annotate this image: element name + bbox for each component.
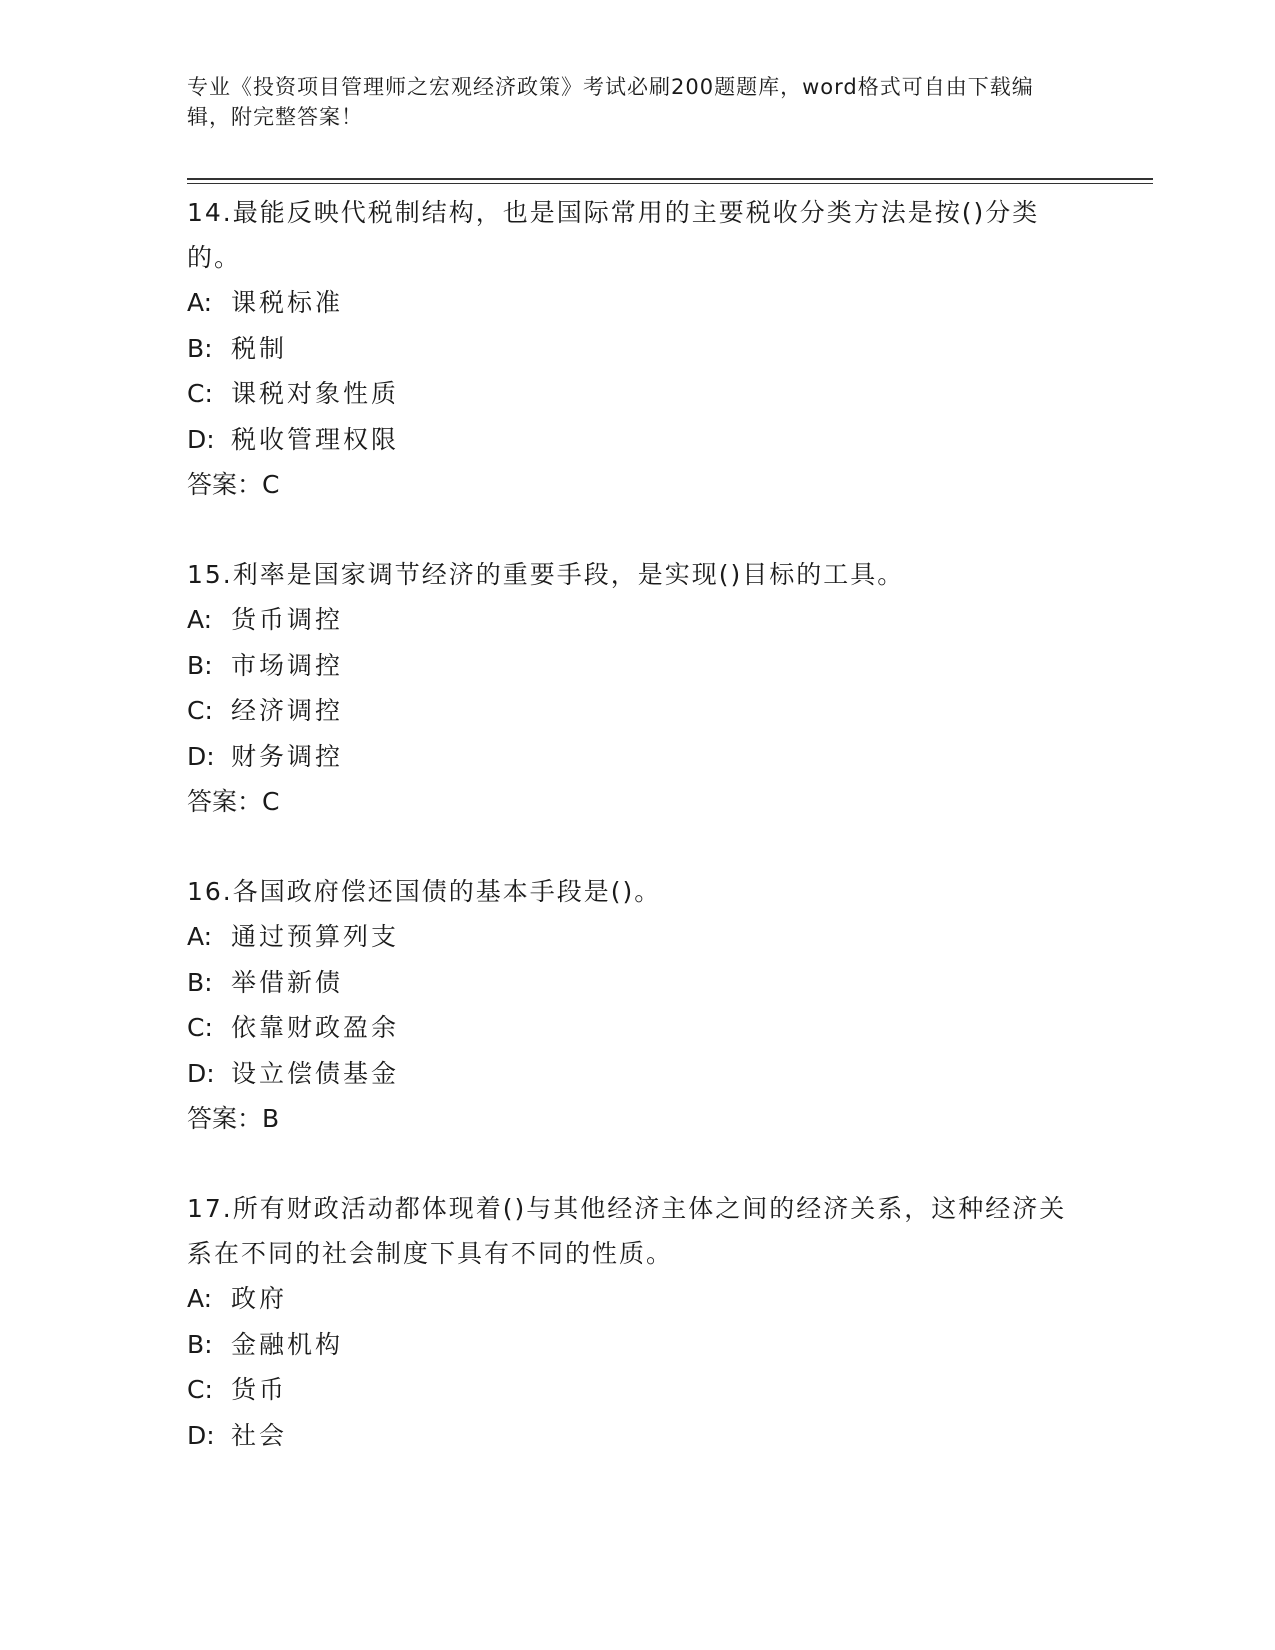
option-letter: A: <box>187 922 213 951</box>
question-stem: 14.最能反映代税制结构，也是国际常用的主要税收分类方法是按()分类的。 <box>187 198 1040 272</box>
option-d <box>187 1413 1087 1459</box>
option-text: 经济调控 <box>231 696 344 725</box>
option-letter: D: <box>187 1058 215 1088</box>
option-b <box>187 960 1087 1006</box>
question-14 <box>187 190 1087 507</box>
answer: 答案：B <box>187 1104 280 1133</box>
header-text: 专业《投资项目管理师之宏观经济政策》考试必刷200题题库，word格式可自由下载编辑，附完整答案！ <box>187 75 1034 129</box>
option-text: 金融机构 <box>231 1329 344 1359</box>
option-b <box>187 643 1087 689</box>
option-letter: B: <box>187 1329 213 1359</box>
option-a <box>187 914 1087 960</box>
option-text: 通过预算列支 <box>231 922 400 951</box>
option-letter: C: <box>187 696 213 725</box>
option-text: 举借新债 <box>231 967 344 997</box>
option-text: 课税标准 <box>231 288 344 317</box>
option-c <box>187 371 1087 417</box>
document-header <box>187 72 1153 132</box>
header-divider-thin <box>187 183 1153 184</box>
option-letter: B: <box>187 333 213 363</box>
option-letter: D: <box>187 1420 215 1450</box>
option-letter: B: <box>187 650 213 680</box>
question-list <box>187 190 1087 1503</box>
option-letter: C: <box>187 379 213 408</box>
option-text: 市场调控 <box>231 650 344 680</box>
option-d <box>187 734 1087 780</box>
question-15 <box>187 552 1087 824</box>
option-letter: A: <box>187 288 213 317</box>
answer: 答案：C <box>187 787 280 816</box>
option-a <box>187 280 1087 326</box>
option-text: 货币调控 <box>231 605 344 634</box>
question-stem: 17.所有财政活动都体现着()与其他经济主体之间的经济关系，这种经济关系在不同的社会制度下具有不同的性质。 <box>187 1194 1067 1268</box>
option-letter: D: <box>187 741 215 771</box>
option-letter: C: <box>187 1013 213 1042</box>
option-text: 课税对象性质 <box>231 379 400 408</box>
question-stem: 16.各国政府偿还国债的基本手段是()。 <box>187 877 662 906</box>
option-text: 社会 <box>231 1420 288 1450</box>
option-text: 政府 <box>231 1284 288 1313</box>
option-c <box>187 688 1087 734</box>
option-letter: D: <box>187 424 215 454</box>
option-d <box>187 417 1087 463</box>
option-a <box>187 597 1087 643</box>
option-letter: A: <box>187 1284 213 1313</box>
option-c <box>187 1005 1087 1051</box>
question-stem: 15.利率是国家调节经济的重要手段，是实现()目标的工具。 <box>187 560 905 589</box>
option-text: 税收管理权限 <box>231 424 400 454</box>
option-letter: A: <box>187 605 213 634</box>
question-17 <box>187 1186 1087 1458</box>
option-b <box>187 1322 1087 1368</box>
question-16 <box>187 869 1087 1141</box>
option-text: 依靠财政盈余 <box>231 1013 400 1042</box>
option-text: 设立偿债基金 <box>231 1058 400 1088</box>
option-c <box>187 1367 1087 1413</box>
option-text: 财务调控 <box>231 741 344 771</box>
option-text: 货币 <box>231 1375 288 1404</box>
answer: 答案：C <box>187 470 280 499</box>
option-b <box>187 326 1087 372</box>
option-a <box>187 1276 1087 1322</box>
option-letter: B: <box>187 967 213 997</box>
option-d <box>187 1051 1087 1097</box>
header-divider <box>187 178 1153 180</box>
option-text: 税制 <box>231 333 288 363</box>
option-letter: C: <box>187 1375 213 1404</box>
